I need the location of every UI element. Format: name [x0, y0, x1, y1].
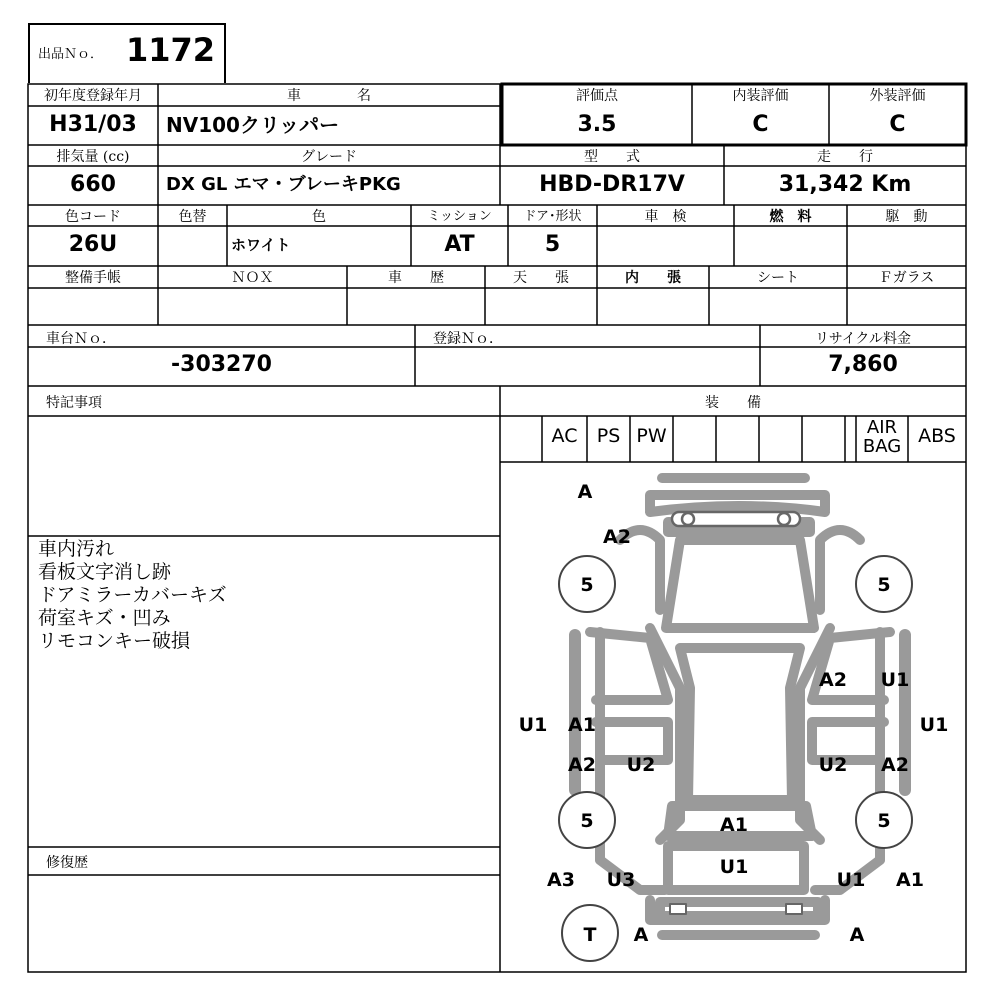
repaint-label: 色替: [178, 209, 207, 225]
rating-box: [502, 84, 966, 145]
tire-tread-mark: 5: [580, 810, 594, 832]
grade-score-label: 評価点: [576, 88, 618, 104]
tire-tread-mark: 5: [580, 574, 594, 596]
exterior-rating-label: 外装評価: [869, 88, 926, 104]
color-value: ホワイト: [231, 236, 291, 254]
equipment-label: 装 備: [705, 395, 761, 411]
damage-mark: A2: [881, 754, 909, 776]
nox-label: ＮＯＸ: [231, 270, 274, 286]
mileage-value: 31,342 Km: [778, 172, 912, 197]
car-name-value: NV100クリッパー: [166, 113, 340, 137]
service-record-label: 整備手帳: [65, 270, 121, 286]
damage-mark: U1: [836, 869, 866, 891]
door-value: 5: [544, 232, 561, 257]
remarks-label: 特記事項: [46, 395, 102, 411]
equipment-ps: PS: [596, 425, 621, 447]
damage-mark: U1: [518, 714, 548, 736]
equipment-pw: PW: [636, 425, 667, 447]
transmission-value: AT: [444, 232, 475, 257]
lot-number-label: 出品Ｎｏ．: [38, 47, 104, 62]
displacement-value: 660: [70, 172, 116, 197]
remark-line: 車内汚れ: [38, 538, 115, 560]
seat-label: シート: [757, 270, 799, 286]
tire-tread-mark: 5: [877, 810, 891, 832]
damage-mark: U3: [606, 869, 636, 891]
color-code-value: 26U: [68, 232, 118, 257]
drive-label: 駆 動: [885, 209, 928, 225]
first-registration-value: H31/03: [49, 112, 137, 137]
damage-mark: A1: [896, 869, 924, 891]
exterior-rating-value: C: [889, 112, 906, 137]
displacement-label: 排気量 (cc): [56, 149, 130, 165]
damage-mark: A2: [603, 526, 631, 548]
fuel-label: 燃 料: [769, 209, 812, 225]
recycle-fee-value: 7,860: [828, 352, 898, 377]
damage-mark: U1: [880, 669, 910, 691]
damage-mark: U2: [626, 754, 656, 776]
damage-mark: A: [849, 924, 865, 946]
interior-trim-label: 内 張: [625, 270, 681, 286]
vehicle-history-label: 車 歴: [388, 270, 444, 286]
damage-mark: A: [577, 481, 593, 503]
interior-rating-label: 内装評価: [732, 88, 789, 104]
damage-mark: U1: [719, 856, 749, 878]
equipment-ac: AC: [551, 425, 578, 447]
equipment-airbag: AIR BAG: [862, 417, 902, 457]
transmission-label: ミッション: [427, 209, 492, 224]
inspection-label: 車 検: [644, 209, 687, 225]
damage-mark: A2: [568, 754, 596, 776]
first-registration-label: 初年度登録年月: [44, 88, 142, 104]
roof: [680, 648, 800, 800]
lot-number: 1172: [126, 31, 216, 69]
damage-mark: U2: [818, 754, 848, 776]
spare-tire-mark: T: [583, 924, 597, 946]
remark-line: 看板文字消し跡: [38, 561, 172, 583]
interior-rating-value: C: [752, 112, 769, 137]
model-code-label: 型 式: [584, 149, 640, 165]
trim-value: DX GL エマ・ブレーキPKG: [166, 174, 401, 195]
remark-line: ドアミラーカバーキズ: [38, 584, 227, 606]
registration-number-label: 登録Ｎｏ．: [433, 331, 503, 347]
damage-mark: A3: [547, 869, 575, 891]
equipment-abs: ABS: [918, 425, 956, 447]
repair-history-label: 修復歴: [46, 855, 88, 871]
damage-mark: A: [633, 924, 649, 946]
trim-label: グレード: [301, 149, 357, 165]
tire-tread-mark: 5: [877, 574, 891, 596]
headliner-label: 天 張: [513, 270, 569, 286]
recycle-fee-label: リサイクル料金: [814, 331, 912, 347]
car-name-label: 車 名: [287, 88, 371, 104]
chassis-number-value: -303270: [171, 352, 272, 377]
front-glass-label: Ｆガラス: [878, 270, 935, 286]
color-label: 色: [312, 209, 326, 225]
mileage-label: 走 行: [817, 149, 873, 165]
door-label: ドア･形状: [523, 209, 582, 224]
grade-score-value: 3.5: [577, 112, 617, 137]
damage-mark: A1: [568, 714, 596, 736]
damage-mark: A1: [720, 814, 748, 836]
remark-line: 荷室キズ・凹み: [38, 607, 171, 629]
remark-line: リモコンキー破損: [38, 630, 191, 652]
color-code-label: 色コード: [65, 209, 121, 225]
model-code-value: HBD-DR17V: [539, 172, 685, 197]
chassis-number-label: 車台Ｎｏ．: [46, 331, 116, 347]
windshield: [666, 540, 814, 628]
damage-mark: U1: [919, 714, 949, 736]
damage-mark: A2: [819, 669, 847, 691]
